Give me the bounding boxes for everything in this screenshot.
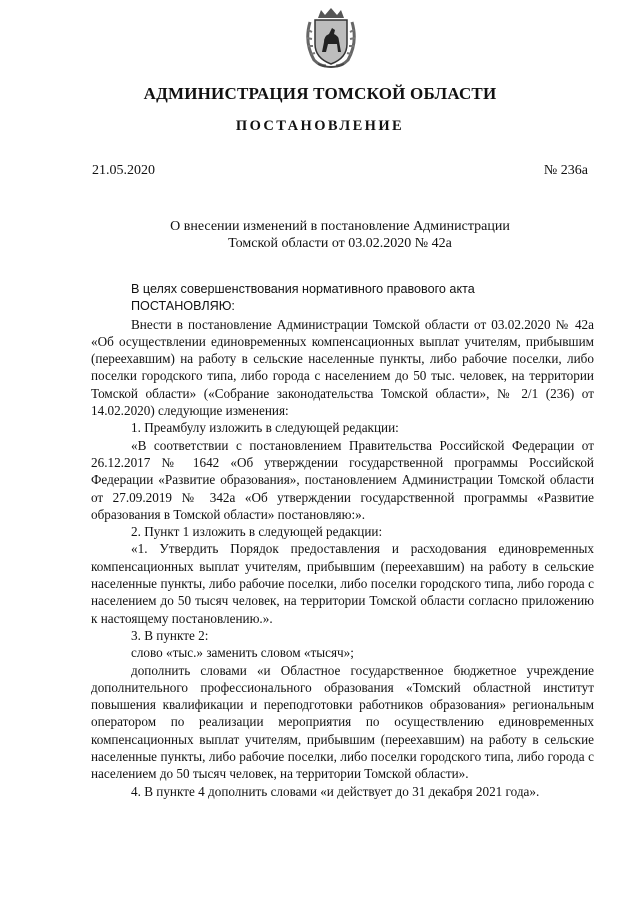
tomsk-region-coat-of-arms-icon [304, 8, 358, 70]
document-title [140, 218, 540, 252]
paragraph-item-1-text: «В соответствии с постановлением Правительства Российской Федерации от 26.12.2017 № 1642 «Об утверждении государственной программы Российской Федерации «Развитие образования», постановлением Администрации Томской области от 27.09.2019 № 342а «Об утверждении государственной программы «Развитие образования в Томской области» постановляю:». [91, 437, 594, 522]
decree-keyword: ПОСТАНОВЛЯЮ: [131, 299, 235, 314]
title-line-1: О внесении изменений в постановление Администрации [170, 219, 510, 234]
paragraph-item-4: 4. В пункте 4 дополнить словами «и действует до 31 декабря 2021 года». [131, 783, 540, 799]
paragraph-item-3-b: дополнить словами «и Областное государственное бюджетное учреждение дополнительного профессионального образования «Томский областной институт повышения квалификации и переподготовки работников образования» региональным оператором по реализации мероприятия по осуществлению единовременных компенсационных выплат учителям, прибывшим (переехавшим) на работу в сельские населенные пункты, либо рабочие поселки, либо поселки городского типа, либо города с населением до 50 тысяч человек, на территории Томской области». [91, 662, 594, 782]
paragraph-item-1: 1. Преамбулу изложить в следующей редакции: [131, 420, 399, 436]
organization-name: АДМИНИСТРАЦИЯ ТОМСКОЙ ОБЛАСТИ [143, 84, 497, 103]
document-date: 21.05.2020 [92, 163, 155, 178]
paragraph-item-3: 3. В пункте 2: [131, 627, 209, 643]
preamble-purpose: В целях совершенствования нормативного правового акта [131, 282, 475, 296]
paragraph-item-2: 2. Пункт 1 изложить в следующей редакции: [131, 524, 383, 540]
paragraph-item-2-text: «1. Утвердить Порядок предоставления и расходования единовременных компенсационных выплат учителям, прибывшим (переехавшим) на работу в сельские населенные пункты, либо рабочие поселки, либо поселки городского типа, либо города с населением до 50 тысяч человек, на территории Томской области согласно приложению к настоящему постановлению.». [91, 541, 594, 626]
document-body [91, 281, 594, 800]
paragraph-item-3-a: слово «тыс.» заменить словом «тысяч»; [131, 645, 354, 661]
paragraph-intro: Внести в постановление Администрации Томской области от 03.02.2020 № 42а «Об осуществлении единовременных компенсационных выплат учителям, прибывшим (переехавшим) на работу в сельские населенные пункты, либо рабочие поселки, либо поселки городского типа, либо города с населением до 50 тыс. человек, на территории Томской области» («Собрание законодательства Томской области», № 2/1 (236) от 14.02.2020) следующие изменения: [91, 316, 594, 419]
title-line-2: Томской области от 03.02.2020 № 42а [228, 236, 452, 251]
document-type: ПОСТАНОВЛЕНИЕ [235, 118, 405, 134]
document-number: № 236а [543, 163, 588, 178]
